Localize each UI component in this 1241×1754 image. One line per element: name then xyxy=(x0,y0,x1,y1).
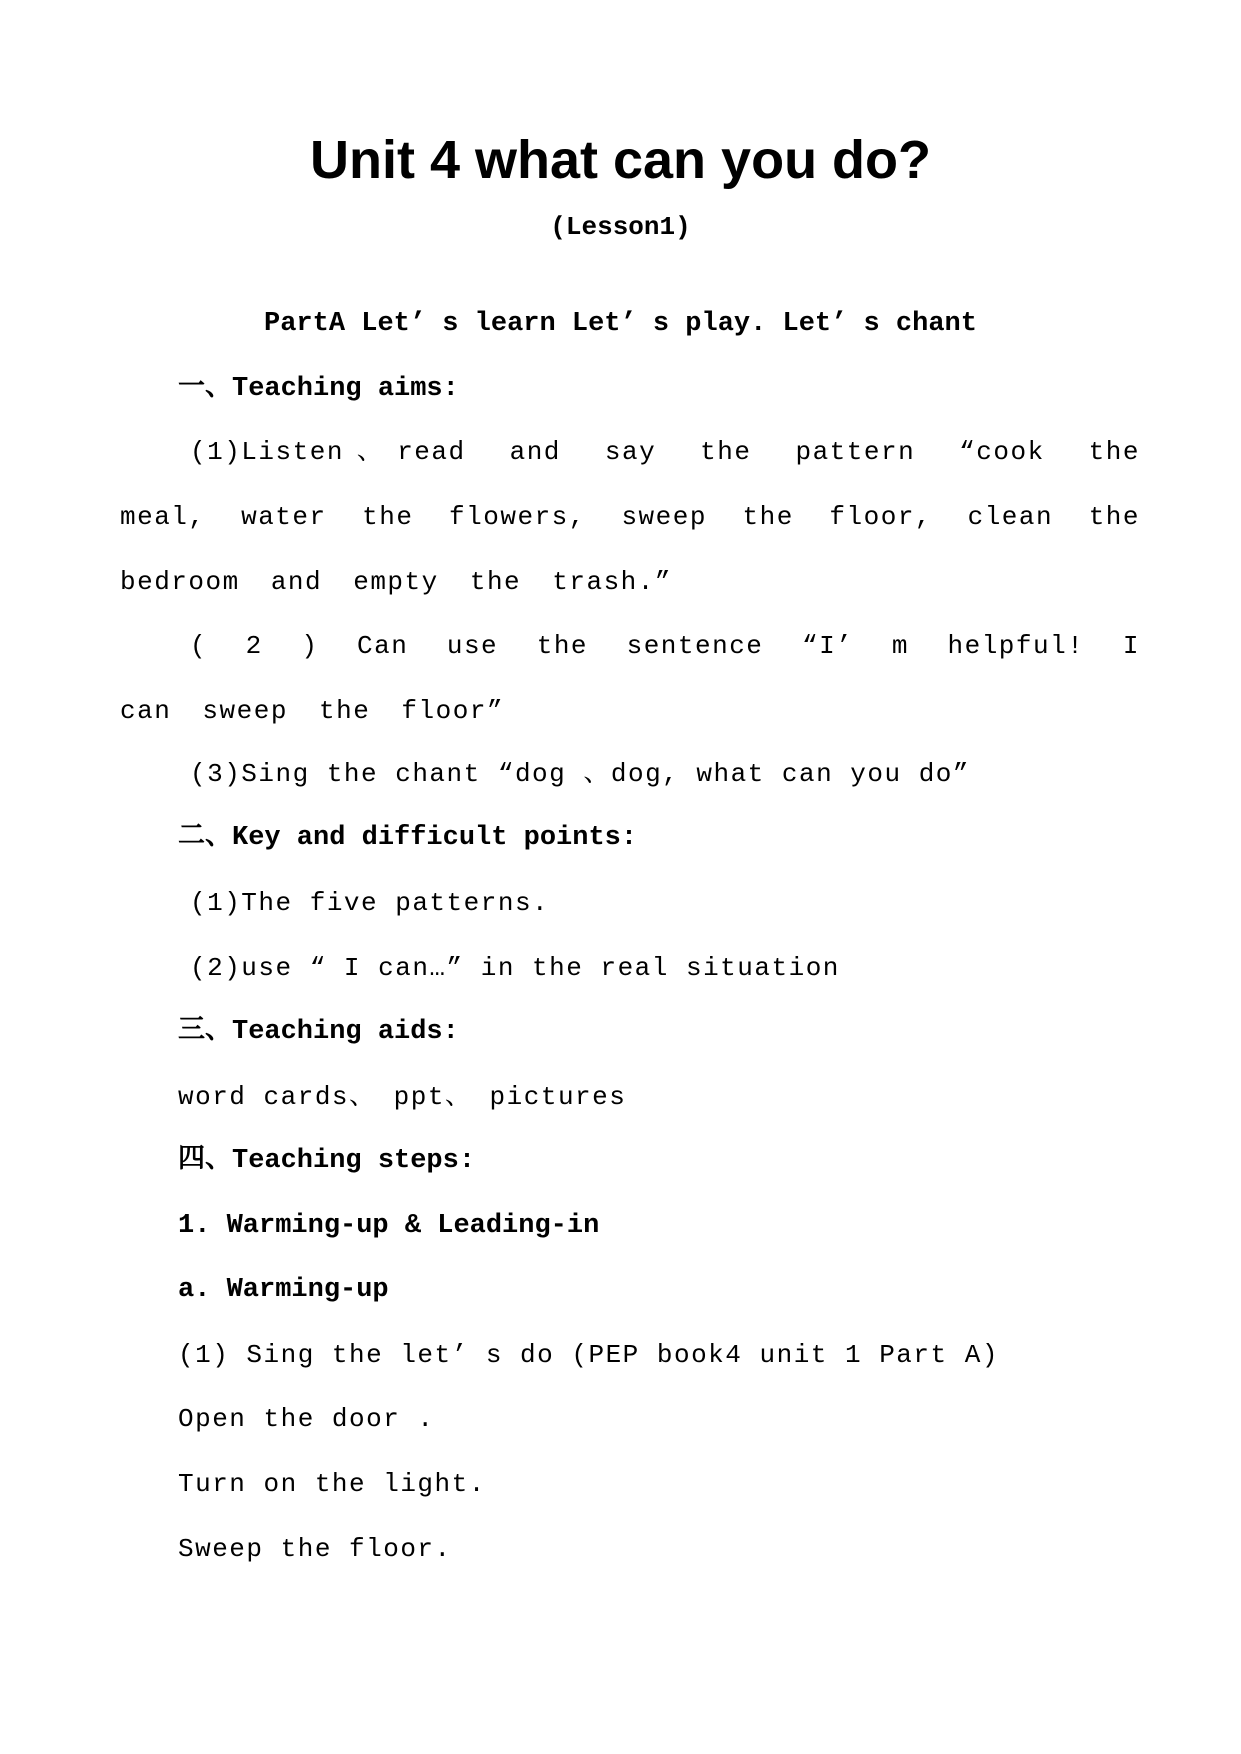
key-points-heading: 二、Key and difficult points: xyxy=(178,823,638,853)
song-line-open: Open the door . xyxy=(178,1404,435,1434)
aim-1-paragraph: (1)Listen、read and say the pattern “cook the meal, water the flowers, sweep the floor, clean the bedroom and empty the trash.” xyxy=(120,437,1140,597)
step-1-heading: 1. Warming-up & Leading-in xyxy=(178,1211,600,1241)
step-1a-heading: a. Warming-up xyxy=(178,1275,389,1305)
song-line-turn: Turn on the light. xyxy=(178,1469,486,1499)
teaching-aids-text: word cards、 ppt、 pictures xyxy=(178,1082,627,1112)
document-title: Unit 4 what can you do? xyxy=(309,130,932,190)
teaching-steps-heading: 四、Teaching steps: xyxy=(178,1146,476,1176)
key-point-2: (2)use “ I can…” in the real situation xyxy=(190,953,840,983)
part-heading: PartA Let’ s learn Let’ s play. Let’ s chant xyxy=(264,309,977,339)
aim-3-line: (3)Sing the chant “dog 、dog, what can you do” xyxy=(190,759,971,789)
teaching-aids-heading: 三、Teaching aids: xyxy=(178,1017,459,1047)
lesson-subtitle: (Lesson1) xyxy=(550,212,691,242)
sing-line: (1) Sing the let’ s do (PEP book4 unit 1 Part A) xyxy=(178,1340,999,1370)
key-point-1: (1)The five patterns. xyxy=(190,888,550,918)
teaching-aims-heading: 一、Teaching aims: xyxy=(178,374,459,404)
song-line-sweep: Sweep the floor. xyxy=(178,1534,452,1564)
aim-2-paragraph: ( 2 ) Can use the sentence “I’ m helpful! I can sweep the floor” xyxy=(120,631,1140,726)
